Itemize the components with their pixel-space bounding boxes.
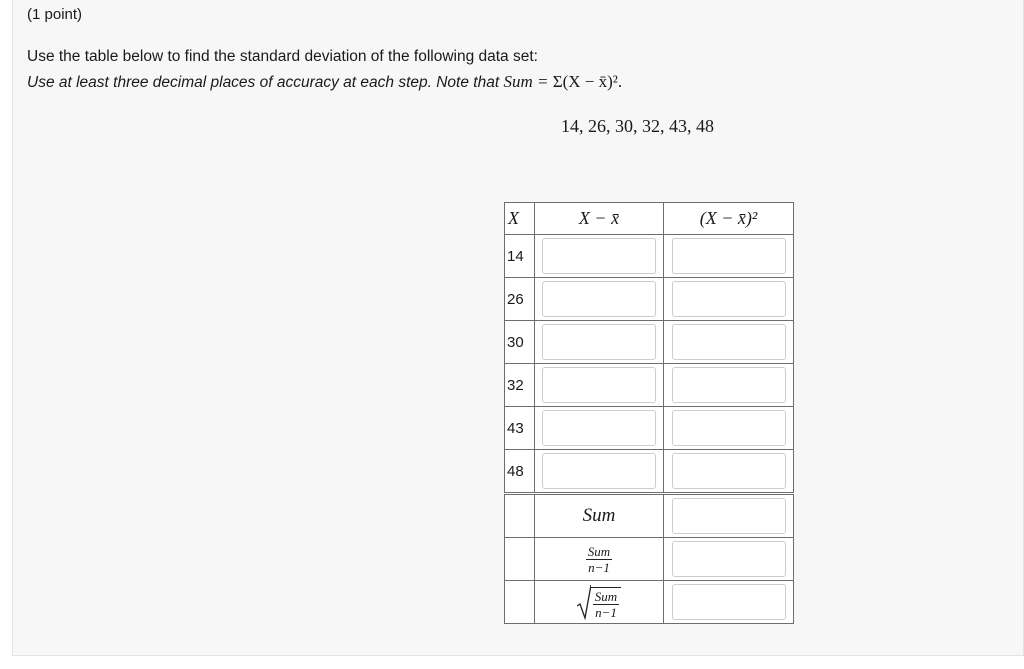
instruction-line-1: Use the table below to find the standard deviation of the following data set: <box>27 48 538 65</box>
table-row <box>505 235 794 278</box>
square-root-expression <box>577 584 621 620</box>
header-squared-deviation: (X − x̄)² <box>664 203 794 235</box>
x-value: 43 <box>505 407 535 450</box>
header-deviation: X − x̄ <box>535 203 664 235</box>
data-set: 14, 26, 30, 32, 43, 48 <box>561 116 714 136</box>
problem-panel <box>12 0 1024 656</box>
deviation-input[interactable] <box>542 324 656 360</box>
radical-sign-icon <box>577 584 591 620</box>
stdev-label <box>535 581 664 624</box>
table-row <box>505 364 794 407</box>
sum-input[interactable] <box>672 498 786 534</box>
x-value: 26 <box>505 278 535 321</box>
squared-deviation-input[interactable] <box>672 367 786 403</box>
x-value: 32 <box>505 364 535 407</box>
x-value: 14 <box>505 235 535 278</box>
sum-row <box>505 494 794 538</box>
x-value: 30 <box>505 321 535 364</box>
fraction-numerator: Sum <box>587 543 611 559</box>
empty-cell <box>505 581 535 624</box>
variance-label <box>535 538 664 581</box>
squared-deviation-input[interactable] <box>672 324 786 360</box>
table-row <box>505 321 794 364</box>
squared-deviation-input[interactable] <box>672 281 786 317</box>
sqrt-denominator: n−1 <box>595 605 617 620</box>
empty-cell <box>505 538 535 581</box>
deviation-input[interactable] <box>542 453 656 489</box>
sqrt-numerator: Sum <box>594 589 618 604</box>
sum-formula: Σ(X − x̄)². <box>552 72 623 91</box>
fraction-denominator: n−1 <box>588 559 610 575</box>
instruction-line-2 <box>27 72 622 92</box>
deviation-input[interactable] <box>542 410 656 446</box>
sqrt-fraction <box>593 589 619 620</box>
x-value: 48 <box>505 450 535 494</box>
instruction-text: Use at least three decimal places of accuracy at each step. Note that <box>27 74 504 91</box>
point-value: (1 point) <box>27 6 83 23</box>
squared-deviation-input[interactable] <box>672 238 786 274</box>
sum-label: Sum <box>535 494 664 538</box>
header-row <box>505 203 794 235</box>
squared-deviation-input[interactable] <box>672 453 786 489</box>
sum-over-n-minus-1 <box>586 544 612 575</box>
sum-word: Sum <box>503 72 533 91</box>
empty-cell <box>505 494 535 538</box>
variance-row <box>505 538 794 581</box>
deviation-input[interactable] <box>542 281 656 317</box>
table-row <box>505 407 794 450</box>
equals-sign: = <box>532 72 553 91</box>
table-row <box>505 278 794 321</box>
squared-deviation-input[interactable] <box>672 410 786 446</box>
stdev-input[interactable] <box>672 584 786 620</box>
stdev-row <box>505 581 794 624</box>
table-row <box>505 450 794 494</box>
deviation-input[interactable] <box>542 367 656 403</box>
header-x: X <box>505 203 535 235</box>
deviation-input[interactable] <box>542 238 656 274</box>
variance-input[interactable] <box>672 541 786 577</box>
std-dev-table <box>504 202 794 624</box>
